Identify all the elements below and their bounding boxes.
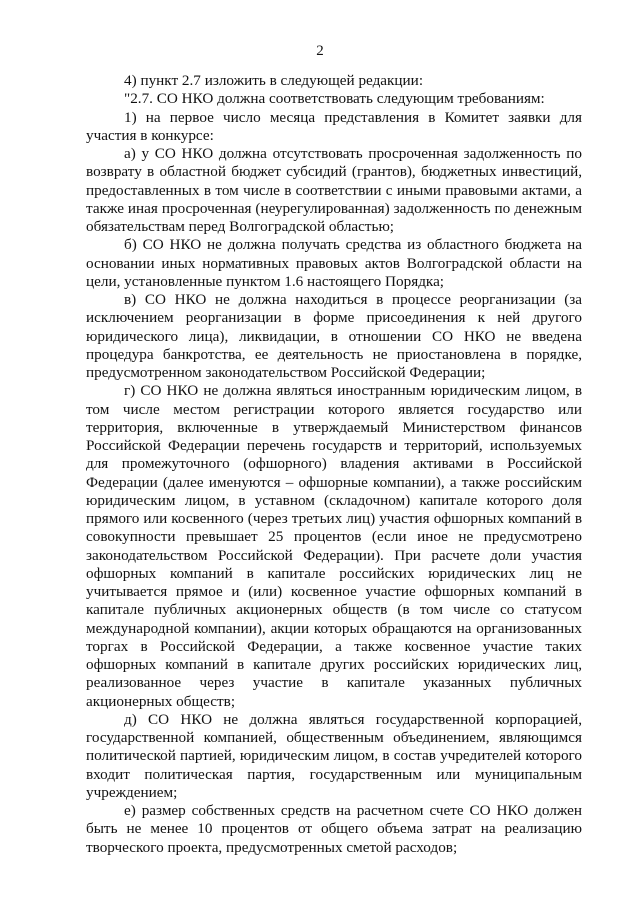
document-body bbox=[86, 72, 582, 857]
requirement-e: е) размер собственных средств на расчетном счете СО НКО должен быть не менее 10 процентов от общего объема затрат на реализацию творческого проекта, предусмотренных сметой расходов; bbox=[86, 802, 582, 856]
requirement-a: а) у СО НКО должна отсутствовать просроченная задолженность по возврату в областной бюджет субсидий (грантов), бюджетных инвестиций, предоставленных в том числе в соответствии с иными правовыми актами, а также иная просроченная (неурегулированная) задолженность по денежным обязательствам перед Волгоградской областью; bbox=[86, 145, 582, 235]
requirement-g: г) СО НКО не должна являться иностранным юридическим лицом, в том числе местом регистрации которого является государство или территория, включенные в утверждаемый Министерством финансов Российской Федерации перечень государств и территорий, используемых для промежуточного (офшорного) владения активами в Российской Федерации (далее именуются – офшорные компании), а также российским юридическим лицом, в уставном (складочном) капитале которого доля прямого или косвенного (через третьих лиц) участия офшорных компаний в совокупности превышает 25 процентов (если иное не предусмотрено законодательством Российской Федерации). При расчете доли участия офшорных компаний в капитале российских юридических лиц не учитывается прямое и (или) косвенное участие офшорных компаний в капитале публичных акционерных обществ (в том числе со статусом международной компании), акции которых обращаются на организованных торгах в Российской Федерации, а также косвенное участие таких офшорных компаний в капитале других российских юридических лиц, реализованное через участие в капитале указанных публичных акционерных обществ; bbox=[86, 382, 582, 710]
requirement-d: д) СО НКО не должна являться государственной корпорацией, государственной компанией, общественным объединением, являющимся политической партией, юридическим лицом, в состав учредителей которого входит политическая партия, государственным или муниципальным учреждением; bbox=[86, 710, 582, 801]
requirement-v: в) СО НКО не должна находиться в процессе реорганизации (за исключением реорганизации в форме присоединения к ней другого юридического лица), ликвидации, в отношении СО НКО не введена процедура банкротства, ее деятельность не приостановлена в порядке, предусмотренном законодательством Российской Федерации; bbox=[86, 291, 582, 381]
requirement-b: б) СО НКО не должна получать средства из областного бюджета на основании иных нормативных правовых актов Волгоградской области на цели, установленные пунктом 1.6 настоящего Порядка; bbox=[86, 236, 582, 290]
requirement-1: 1) на первое число месяца представления в Комитет заявки для участия в конкурсе: bbox=[86, 108, 582, 144]
clause-2-7-heading: "2.7. СО НКО должна соответствовать следующим требованиям: bbox=[124, 90, 545, 108]
page-number: 2 bbox=[316, 43, 324, 59]
amendment-intro: 4) пункт 2.7 изложить в следующей редакции: bbox=[124, 72, 424, 89]
